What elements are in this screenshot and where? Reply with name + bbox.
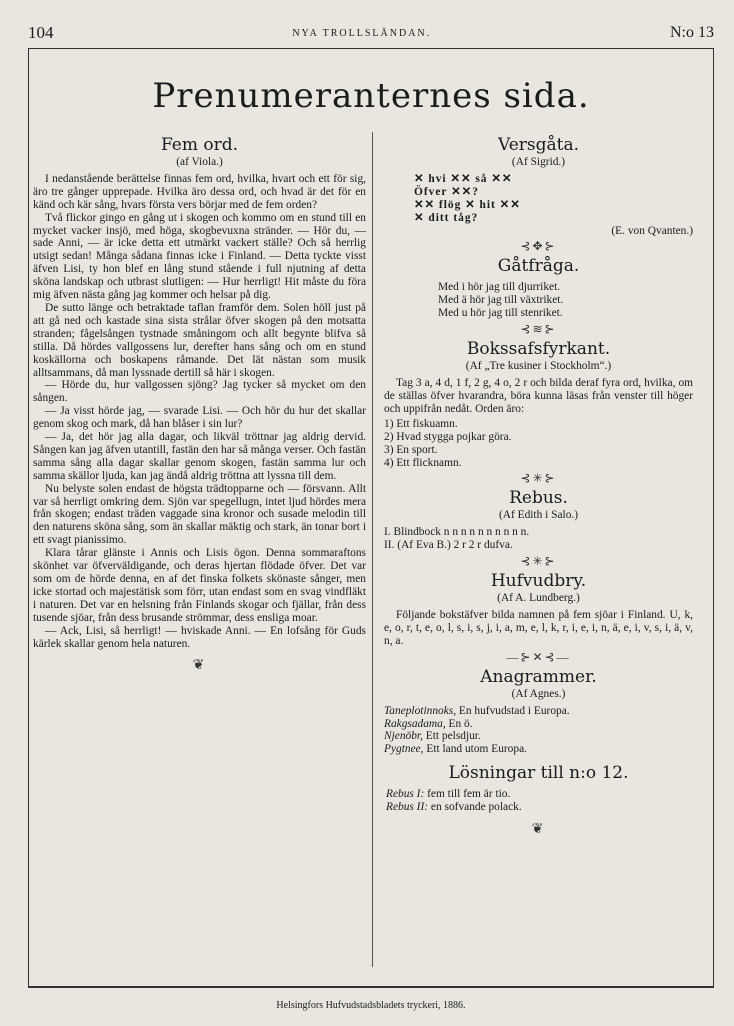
- list-item: 2) Hvad stygga pojkar göra.: [384, 430, 512, 443]
- paragraph: Klara tårar glänste i Annis och Lisis ögon. Denna sommaraftons skönhet var öfverväldigande, och deras hjertan flödade öfver. Det var som om de hörde denna, en af det finska folkets skönaste sånger, men icke stortad och majestätisk som förr, utan endast som en svag vindfläkt i naturen. Det var en helsning från Finlands skogar och fjällar, från dess tusende sjöar, från dess brusande strömmar, dess ensliga moar.: [33, 547, 366, 624]
- ornament-icon: ⊰✳⊱: [520, 554, 557, 569]
- anagram-item: [384, 730, 693, 743]
- ornament-icon: ⊰✳⊱: [520, 471, 557, 486]
- anagram-clue: Ett land utom Europa.: [423, 743, 527, 756]
- rebus-line: I. Blindbock n n n n n n n n n n.: [384, 526, 530, 539]
- rebus-line: II. (Af Eva B.) 2 r 2 r dufva.: [384, 539, 513, 552]
- verse-line: ✕ ditt tåg?: [414, 211, 479, 224]
- paragraph: De sutto länge och betraktade taflan framför dem. Solen höll just på att gå ned och kastade sina sista strålar öfver skogen på den motsatta stranden; fågelsången tystnade småningom och allt begynte blifva så stilla. Då hördes vallgossens lur, derefter hans sång och om en stund koskällorna och boskapens råmande. Det lät nästan som musik alltsammans, då man lyssnade dertill så här i skogen.: [33, 301, 366, 379]
- right-column: [384, 134, 693, 837]
- anagram-item: [384, 718, 693, 731]
- section-title-rebus: Rebus.: [509, 488, 568, 509]
- anagram-word: Taneplotinnoks,: [384, 704, 457, 717]
- ornament-icon: ⊰✥⊱: [520, 239, 557, 254]
- list-item: 4) Ett flicknamn.: [384, 456, 462, 469]
- verse-riddle: [414, 173, 693, 225]
- verse-line: Öfver ✕✕?: [414, 185, 479, 198]
- ornament-icon: ⊰≋⊱: [520, 322, 557, 337]
- section-title-anagrammer: Anagrammer.: [480, 666, 597, 687]
- issue-number: N:o 13: [669, 24, 714, 41]
- anagram-word: Njenöbr,: [384, 730, 423, 743]
- paragraph: I nedanstående berättelse finnas fem ord, hvilka, hvart och ett för sig, äro tre gånger upprepade. Hvilka äro dessa ord, och hvad är det för en känd och kär sång, hvars första vers börjar med de fem orden?: [33, 172, 366, 211]
- solution-label: Rebus I:: [386, 788, 425, 801]
- word-list: [384, 418, 693, 470]
- ornament-icon: ❦: [192, 658, 207, 674]
- riddle-line: Med i hör jag till djurriket.: [438, 281, 561, 294]
- solution-item: [386, 788, 693, 801]
- page-title: Prenumeranternes sida.: [152, 76, 590, 116]
- section-author: (af Viola.): [176, 156, 223, 168]
- anagram-word: Rakgsadama,: [384, 717, 446, 730]
- page-number: 104: [28, 23, 54, 42]
- paragraph: Nu belyste solen endast de högsta trädtopparne och — försvann. Allt var så herrligt omkring dem. Sjön var spegellugn, intet ljud hördes mera från skogen; endast träden vaggade sina kronor och susade melodin till den naturens sköna sång, som än skallar mäktig och stark, än tonar bort i ett svagt pianissimo.: [33, 482, 366, 547]
- riddle-lines: [438, 281, 693, 320]
- anagram-clue: En ö.: [445, 717, 473, 730]
- section-title-gatfraga: Gåtfråga.: [497, 256, 580, 277]
- ornament-icon: ❦: [531, 822, 546, 838]
- anagram-item: [384, 743, 693, 756]
- section-author: (Af „Tre kusiner i Stockholm“.): [465, 360, 612, 373]
- paragraph: Följande bokstäfver bilda namnen på fem sjöar i Finland. U, k, e, o, r, t, e, o, l, s, i, s, j, i, a, m, e, l, k, r, i, e, i, n, ä, e, i, v, s, i, ä, v, n, a.: [384, 609, 693, 647]
- verse-attribution: (E. von Qvanten.): [611, 224, 693, 237]
- left-column: [33, 134, 366, 673]
- list-item: 3) En sport.: [384, 443, 438, 456]
- paragraph: — Hörde du, hur vallgossen sjöng? Jag tycker så mycket om den sången.: [33, 379, 366, 405]
- anagram-item: [384, 705, 693, 718]
- paragraph: — Ack, Lisi, så herrligt! — hviskade Anni. — En lofsång för Guds kärlek skallar genom hela naturen.: [33, 624, 366, 650]
- section-title-fem-ord: Fem ord.: [160, 135, 239, 155]
- section-title-versgata: Versgåta.: [497, 135, 579, 155]
- paragraph: Tag 3 a, 4 d, 1 f, 2 g, 4 o, 2 r och bilda deraf fyra ord, hvilka, om de ställas öfver hvarandra, böra kunna läsas från venster till höger och uppifrån nedåt. Orden äro:: [384, 377, 693, 415]
- solution-text: en sofvande polack.: [428, 801, 522, 814]
- anagram-word: Pygtnee,: [384, 743, 424, 756]
- verse-line: ✕✕ flög ✕ hit ✕✕: [414, 198, 521, 211]
- section-title-losningar: Lösningar till n:o 12.: [448, 763, 629, 784]
- anagram-clue: Ett pelsdjur.: [422, 730, 481, 743]
- paragraph: — Ja visst hörde jag, — svarade Lisi. — Och hör du hur det skallar genom skog och mark, då han blåser i sin lur?: [33, 405, 366, 431]
- riddle-line: Med u hör jag till stenriket.: [438, 307, 563, 320]
- solution-label: Rebus II:: [386, 801, 429, 814]
- section-author: (Af Edith i Salo.): [498, 509, 579, 522]
- section-author: (Af Sigrid.): [511, 156, 566, 168]
- section-author: (Af Agnes.): [511, 687, 566, 700]
- column-divider: [372, 132, 373, 967]
- paragraph: Två flickor gingo en gång ut i skogen och kommo om en stund till en mycket vacker insjö, med höga, skogbevuxna stränder. — Hör du, — sade Anni, — är icke detta ett utmärkt vackert ställe? Och så herrlig utsigt sedan! Många sådana finnas icke i Finland. — Detta tyckte visst äfven Lisi, ty hon blef en lång stund stående i full njutning af detta sköna landskap och utbrast slutligen: — Hur herrligt! Hit måste du föra mig äfven nästa gång jag kommer och helsar på dig.: [33, 211, 366, 302]
- printer-footer: Helsingfors Hufvudstadsbladets tryckeri, 1886.: [276, 1000, 466, 1011]
- publication-name: NYA TROLLSLÄNDAN.: [292, 27, 432, 39]
- page-header: [28, 18, 714, 48]
- riddle-line: Med ä hör jag till växtriket.: [438, 294, 564, 307]
- section-author: (Af A. Lundberg.): [497, 592, 580, 605]
- paragraph: — Ja, det hör jag alla dagar, och likväl tröttnar jag aldrig dervid. Sången kan jag äfven utantill, fastän den har så många verser. Och fastän samma sång alla dagar skallar genom skogen, fastän samma lur och samma skällor ljuda, kan jag ändå aldrig tröttna att lyssna till dem.: [33, 431, 366, 482]
- section-title-bokssafsfyrkant: Bokssafsfyrkant.: [466, 339, 611, 360]
- anagram-clue: En hufvudstad i Europa.: [456, 704, 570, 717]
- solution-text: fem till fem är tio.: [424, 788, 511, 801]
- list-item: 1) Ett fiskuamn.: [384, 417, 458, 430]
- ornament-icon: —⊱✕⊰—: [506, 649, 571, 664]
- solution-item: [386, 801, 693, 814]
- section-title-hufvudbry: Hufvudbry.: [490, 571, 587, 592]
- verse-line: ✕ hvi ✕✕ så ✕✕: [414, 172, 513, 185]
